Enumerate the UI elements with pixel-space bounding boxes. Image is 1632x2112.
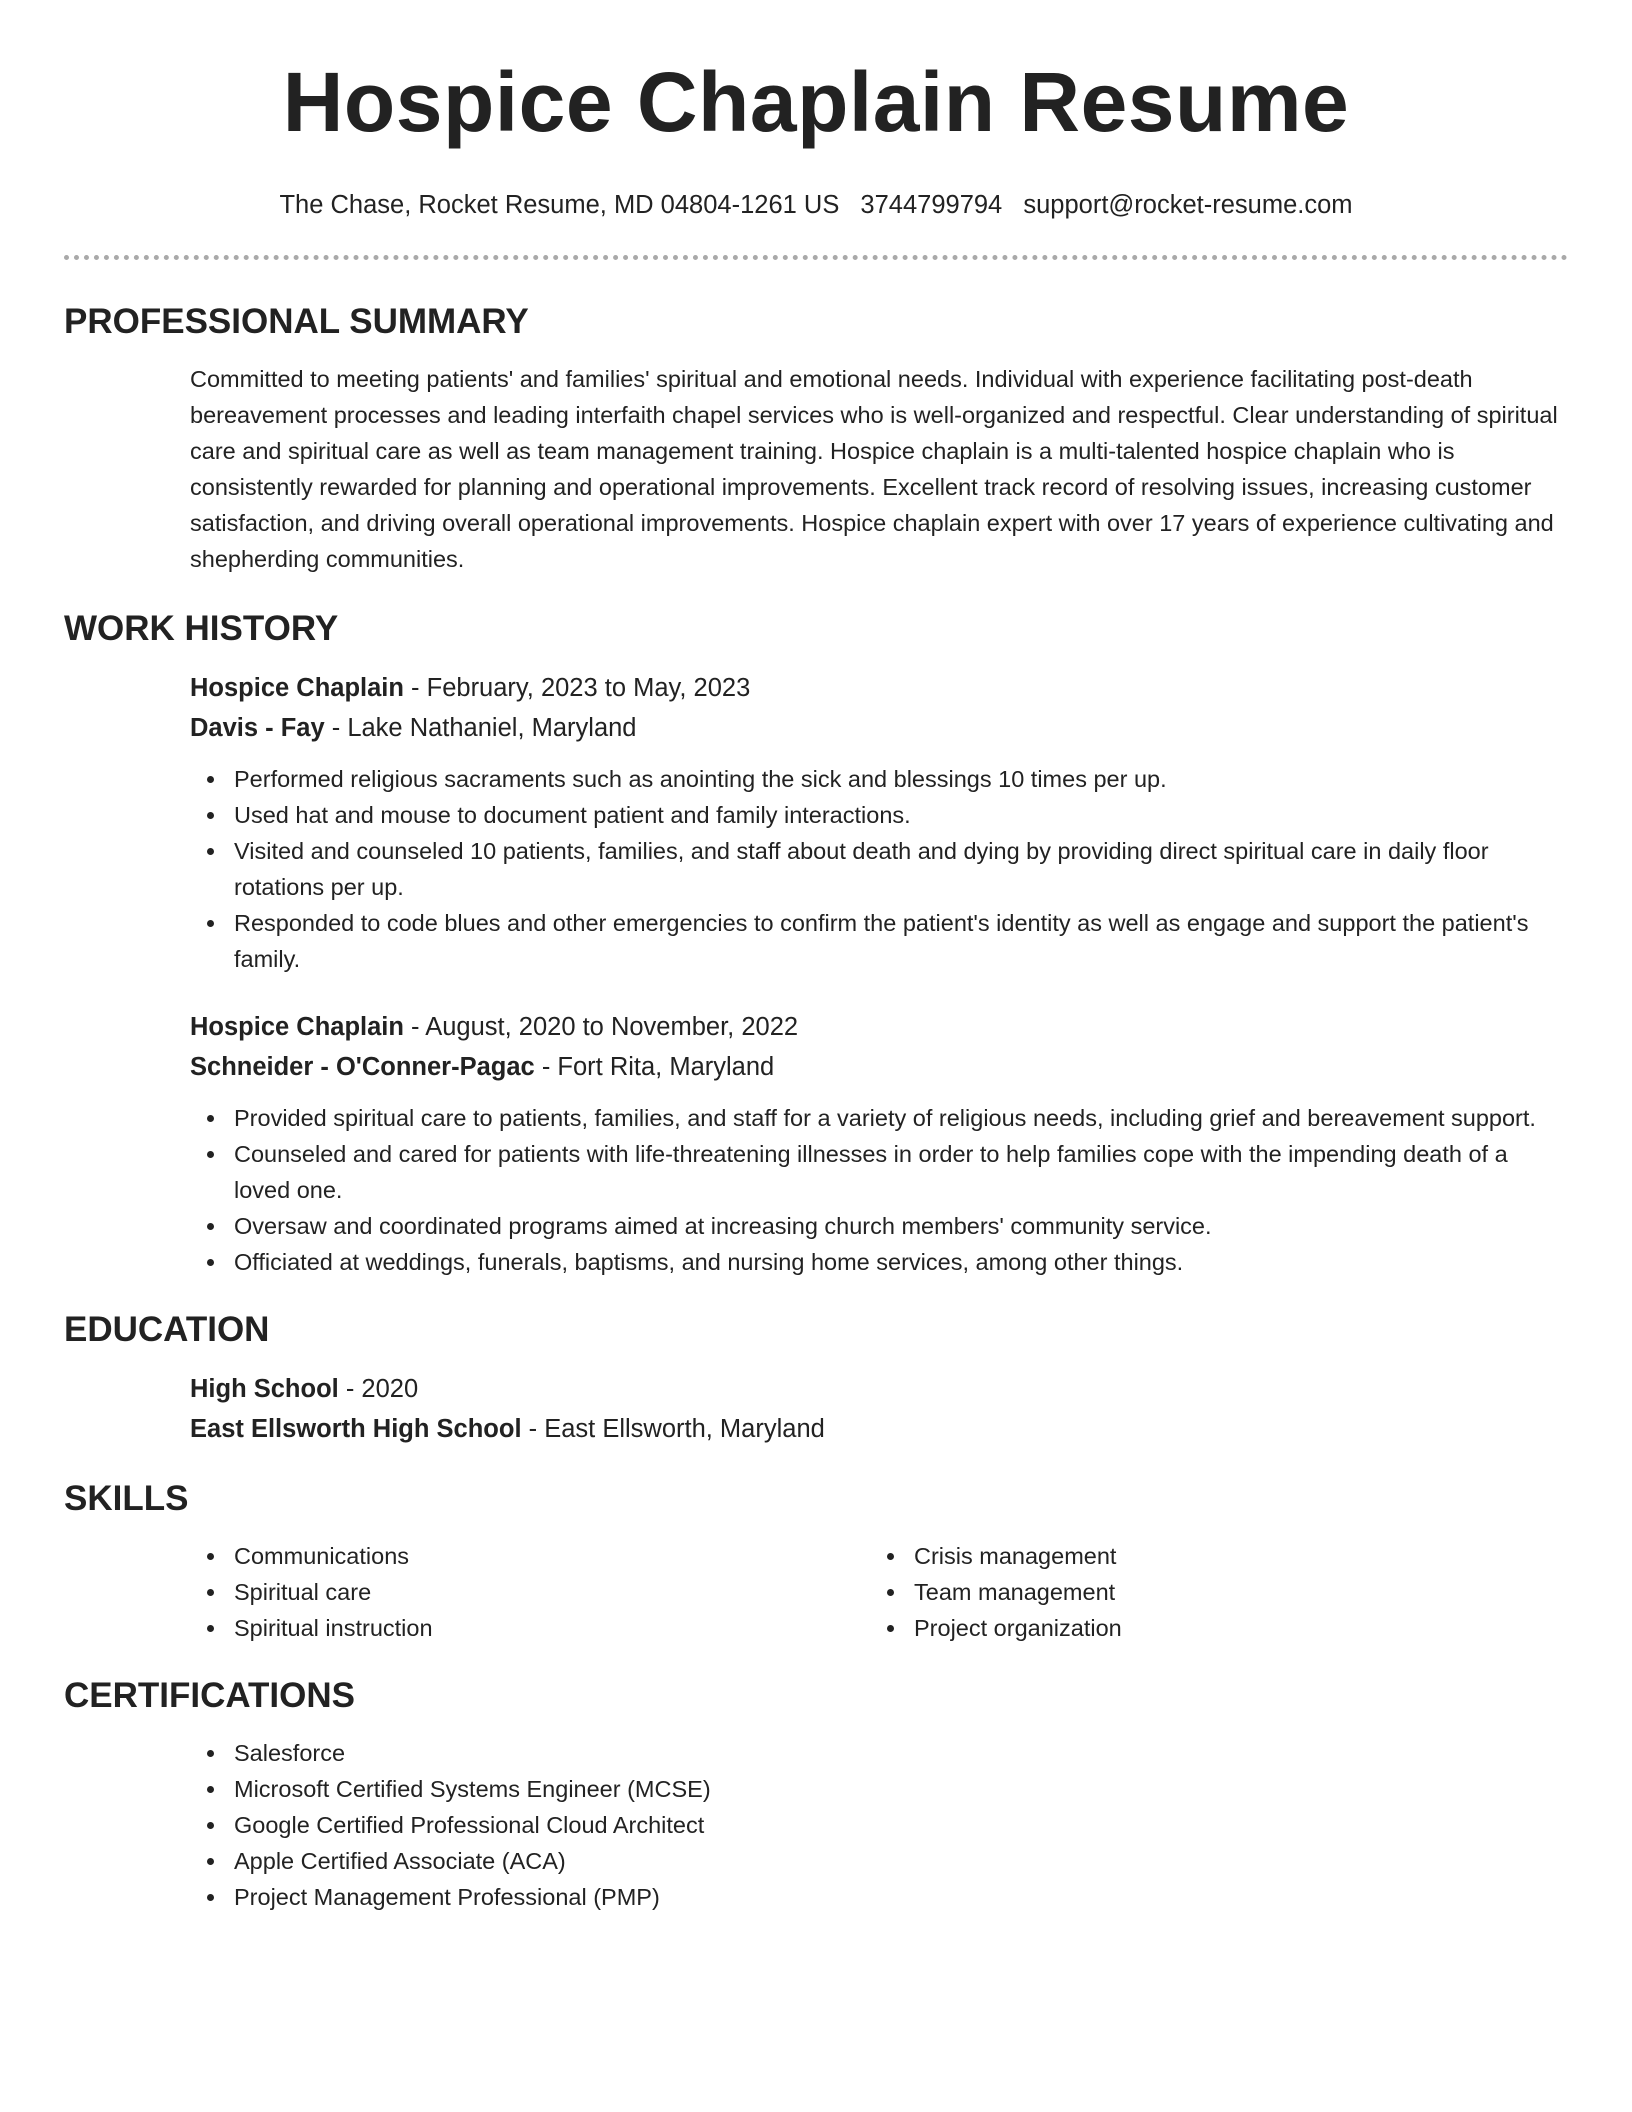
certification-item: Salesforce <box>190 1735 1568 1771</box>
contact-address: The Chase, Rocket Resume, MD 04804-1261 US <box>279 191 840 219</box>
education-section <box>64 1310 1568 1449</box>
certification-item: Apple Certified Associate (ACA) <box>190 1843 1568 1879</box>
certification-item: Google Certified Professional Cloud Architect <box>190 1807 1568 1843</box>
job-dates: - August, 2020 to November, 2022 <box>403 1013 799 1041</box>
skills-list-left <box>190 1538 870 1646</box>
resume-title: Hospice Chaplain Resume <box>282 55 1350 149</box>
skill-item: Project organization <box>870 1610 1550 1646</box>
job-entry <box>190 668 1568 977</box>
job-dates: - February, 2023 to May, 2023 <box>403 674 751 702</box>
summary-heading: PROFESSIONAL SUMMARY <box>64 302 529 341</box>
skills-body <box>64 1538 1568 1646</box>
work-history-section <box>64 609 1568 1280</box>
job-company-line <box>190 708 1568 748</box>
job-location: - Lake Nathaniel, Maryland <box>324 714 637 742</box>
education-school-line <box>190 1409 1568 1449</box>
list-item: Used hat and mouse to document patient and family interactions. <box>190 797 1568 833</box>
certifications-list <box>190 1735 1568 1915</box>
job-position: Hospice Chaplain <box>190 1013 404 1041</box>
job-company: Davis - Fay <box>190 714 325 742</box>
education-heading: EDUCATION <box>64 1310 270 1349</box>
skill-item: Team management <box>870 1574 1550 1610</box>
skill-item: Crisis management <box>870 1538 1550 1574</box>
certifications-body <box>64 1735 1568 1915</box>
header-divider <box>64 255 1568 260</box>
summary-text: Committed to meeting patients' and families' spiritual and emotional needs. Individual with experience facilitating post-death bereavement processes and leading interfaith chapel services who is well-organized and respectful. Clear understanding of spiritual care and spiritual care as well as team management training. Hospice chaplain is a multi-talented hospice chaplain who is consistently rewarded for planning and operational improvements. Excellent track record of resolving issues, increasing customer satisfaction, and driving overall operational improvements. Hospice chaplain expert with over 17 years of experience cultivating and shepherding communities. <box>190 366 1558 572</box>
job-company: Schneider - O'Conner-Pagac <box>190 1053 535 1081</box>
job-duties-list <box>190 1100 1568 1280</box>
education-school: East Ellsworth High School <box>190 1415 522 1443</box>
certification-item: Project Management Professional (PMP) <box>190 1879 1568 1915</box>
skill-item: Spiritual care <box>190 1574 870 1610</box>
skills-list-right <box>870 1538 1550 1646</box>
job-entry <box>190 1007 1568 1280</box>
job-title-line <box>190 668 1568 708</box>
certification-item: Microsoft Certified Systems Engineer (MCSE) <box>190 1771 1568 1807</box>
list-item: Performed religious sacraments such as anointing the sick and blessings 10 times per up. <box>190 761 1568 797</box>
work-history-heading: WORK HISTORY <box>64 609 339 648</box>
education-location: - East Ellsworth, Maryland <box>521 1415 825 1443</box>
work-history-body <box>64 668 1568 1280</box>
certifications-heading: CERTIFICATIONS <box>64 1676 356 1715</box>
list-item: Officiated at weddings, funerals, baptisms, and nursing home services, among other things. <box>190 1244 1568 1280</box>
skills-heading: SKILLS <box>64 1479 189 1518</box>
contact-line <box>64 189 1568 221</box>
education-degree-line <box>190 1369 1568 1409</box>
job-duties-list <box>190 761 1568 977</box>
job-title-line <box>190 1007 1568 1047</box>
contact-email: support@rocket-resume.com <box>1023 191 1353 219</box>
list-item: Oversaw and coordinated programs aimed at increasing church members' community service. <box>190 1208 1568 1244</box>
list-item: Visited and counseled 10 patients, families, and staff about death and dying by providing direct spiritual care in daily floor rotations per up. <box>190 833 1568 905</box>
job-position: Hospice Chaplain <box>190 674 404 702</box>
contact-phone: 3744799794 <box>860 191 1003 219</box>
list-item: Provided spiritual care to patients, families, and staff for a variety of religious needs, including grief and bereavement support. <box>190 1100 1568 1136</box>
skills-section <box>64 1479 1568 1646</box>
education-degree: High School <box>190 1375 339 1403</box>
job-company-line <box>190 1047 1568 1087</box>
list-item: Responded to code blues and other emergencies to confirm the patient's identity as well as engage and support the patient's family. <box>190 905 1568 977</box>
education-year: - 2020 <box>338 1375 419 1403</box>
certifications-section <box>64 1676 1568 1915</box>
skill-item: Communications <box>190 1538 870 1574</box>
education-body <box>64 1369 1568 1449</box>
list-item: Counseled and cared for patients with life-threatening illnesses in order to help families cope with the impending death of a loved one. <box>190 1136 1568 1208</box>
job-location: - Fort Rita, Maryland <box>534 1053 775 1081</box>
summary-section <box>64 302 1568 577</box>
summary-body <box>64 361 1568 577</box>
skill-item: Spiritual instruction <box>190 1610 870 1646</box>
